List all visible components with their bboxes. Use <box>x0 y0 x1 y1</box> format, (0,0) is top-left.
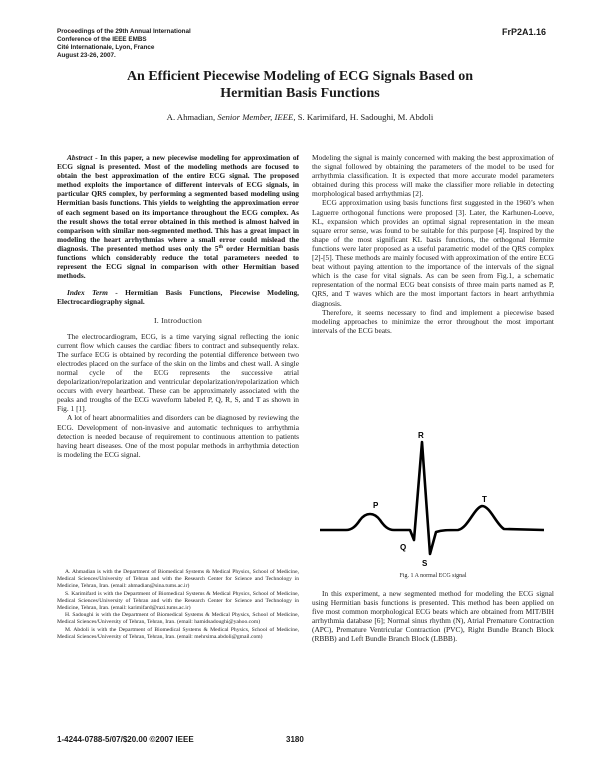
paper-title <box>60 68 540 102</box>
conference-line: August 23-26, 2007. <box>57 52 116 59</box>
right-column-lower <box>312 589 554 644</box>
abstract-sup: th <box>218 244 223 250</box>
right-column <box>312 153 554 335</box>
author-footnotes <box>57 569 299 641</box>
conference-line: Proceedings of the 29th Annual International <box>57 28 191 35</box>
paper-code: FrP2A1.16 <box>501 27 546 37</box>
abstract <box>57 153 299 280</box>
conference-line: Cité Internationale, Lyon, France <box>57 44 155 51</box>
footer-isbn: 1-4244-0788-5/07/$20.00 ©2007 IEEE <box>57 735 194 744</box>
footer-page-number: 3180 <box>286 735 304 744</box>
conference-line: Conference of the IEEE EMBS <box>57 36 147 43</box>
title-line: An Efficient Piecewise Modeling of ECG Signals Based on <box>126 69 474 84</box>
author-list <box>60 112 540 122</box>
body-paragraph: In this experiment, a new segmented method for modeling the ECG signal using Hermitian basis functions is presented. This method has been applied on five most common morphological ECG beats which are obtained from MIT/BIH arrhythmia database [6]; Normal sinus rhythm (N), Atrial Premature Contraction (APC), Premature Ventricular Contraction (PVC), Right Bundle Branch Block (RBBB) and Left Bundle Branch Block (LBBB). <box>312 589 554 644</box>
ecg-figure <box>318 428 548 568</box>
label-R: R <box>418 431 424 440</box>
label-Q: Q <box>400 543 407 552</box>
footnote: S. Karimifard is with the Department of Biomedical Systems & Medical Physics, School of Medicine, Medical Sciences/University of Tehran and with the Research Center for Science and Technology in Medicine, Tehran, Iran. (email: karimifard@razi.tums.ac.ir) <box>57 590 299 611</box>
figure-caption: Fig. 1 A normal ECG signal <box>399 573 467 579</box>
section-heading: I. Introduction <box>153 315 203 325</box>
intro-paragraph: A lot of heart abnormalities and disorders can be diagnosed by reviewing the ECG. Development of non-invasive and automatic techniques to arrhythmia detection is needed because of requirement to continuous attention to patients having heart diseases. One of the most popular methods in arrhythmia detection is modeling the ECG signal. <box>57 413 299 459</box>
abstract-label: Abstract <box>67 153 93 162</box>
footnote: H. Sadoughi is with the Department of Biomedical Systems & Medical Physics, School of Medicine, Medical Sciences/University of Tehran, Tehran, Iran. (email: hamidsadoughi@yahoo.com) <box>57 612 299 625</box>
author-first: A. Ahmadian, <box>166 112 216 122</box>
intro-paragraph: The electrocardiogram, ECG, is a time varying signal reflecting the ionic current flow which causes the cardiac fibers to contract and subsequently relax. The surface ECG is obtained by recording the potential difference between two electrodes placed on the surface of the skin on the limbs and chest wall. A single normal cycle of the ECG represents the successive atrial depolarization/repolarization and ventricular depolarization/repolarization which occurs with every heartbeat. These can be approximately associated with the peaks and troughs of the ECG waveform labeled P, Q, R, S, and T as shown in Fig. 1 [1]. <box>57 331 299 414</box>
author-role: Senior Member, IEEE <box>217 112 294 122</box>
label-T: T <box>482 495 487 504</box>
body-paragraph: Therefore, it seems necessary to find and implement a piecewise based modeling approaches to minimize the error throughout the most important intervals of the ECG beats. <box>312 307 554 335</box>
label-P: P <box>373 501 379 510</box>
footnote: M. Abdoli is with the Department of Biomedical Systems & Medical Physics, School of Medicine, Medical Sciences/University of Tehran, Tehran, Iran. (email: mehrsima.abdoli@gmail.com) <box>57 626 299 640</box>
index-terms-text: - Hermitian Basis Functions, Piecewise Modeling, Electrocardiography signal. <box>57 288 300 307</box>
body-paragraph: Modeling the signal is mainly concerned with making the best approximation of the signal followed by obtaining the parameters of the model to be used for arrhythmia classification. It is expected that more accurate model parameters obtained during this process will make the classifier more reliable in detecting morphological based arrhythmias [2]. <box>312 153 554 199</box>
abstract-text-end: order Hermitian basis functions which considerably reduce the total parameters needed to represent the ECG signal in comparison with other Hermitian based methods. <box>57 243 299 281</box>
left-column <box>57 153 299 459</box>
footnote: A. Ahmadian is with the Department of Biomedical Systems & Medical Physics, School of Medicine, Medical Sciences/University of Tehran and with the Research Center for Science and Technology in Medicine, Tehran, Iran. (email: ahmadian@sina.tums.ac.ir) <box>57 569 299 589</box>
conference-info <box>57 28 191 60</box>
index-terms-label: Index Term <box>67 288 108 298</box>
title-line: Hermitian Basis Functions <box>220 86 380 101</box>
body-paragraph: ECG approximation using basis functions first suggested in the 1960’s when Laguerre orthogonal functions were proposed [3]. Later, the Karhunen-Loeve, KL, expansion which provides an optimal signal representation in the mean square error sense, was found to be suitable for this purpose [4]. Inspired by the shape of the most significant KL basis functions, the orthogonal Hermite functions were later proposed as a useful parametric model of the QRS complex [2]-[5]. These methods are mainly focused with approximation of the entire ECG beat without paying attention to the importance of the intervals of the signal which is the case for vital signals. As can be seen from Fig.1, a schematic representation of the normal ECG beat consists of three main parts named as P, QRS, and T waves which are the most important factors in heart arrhythmia diagnosis. <box>312 198 554 308</box>
index-terms <box>57 288 299 306</box>
ecg-waveform <box>320 442 544 554</box>
abstract-text: - In this paper, a new piecewise modeling for approximation of ECG signal is presented. Most of the modeling methods are focused to obtain the best approximation of the entire ECG signal. The proposed method exploits the importance of different intervals of ECG signals, in particular QRS complex, by performing a segmented based modeling using Hermitian basis functions. This yields to weighting the approximation error of each segment based on its importance throughout the ECG complex. As the result shows the total error obtained in this method is almost halved in comparison with similar non-segmented method. This has a great impact in modeling the heart arrhythmias where a small error could mislead the diagnosis. The presented method uses only the 5 <box>57 153 299 253</box>
label-S: S <box>422 559 428 568</box>
author-rest: , S. Karimifard, H. Sadoughi, M. Abdoli <box>293 112 434 122</box>
